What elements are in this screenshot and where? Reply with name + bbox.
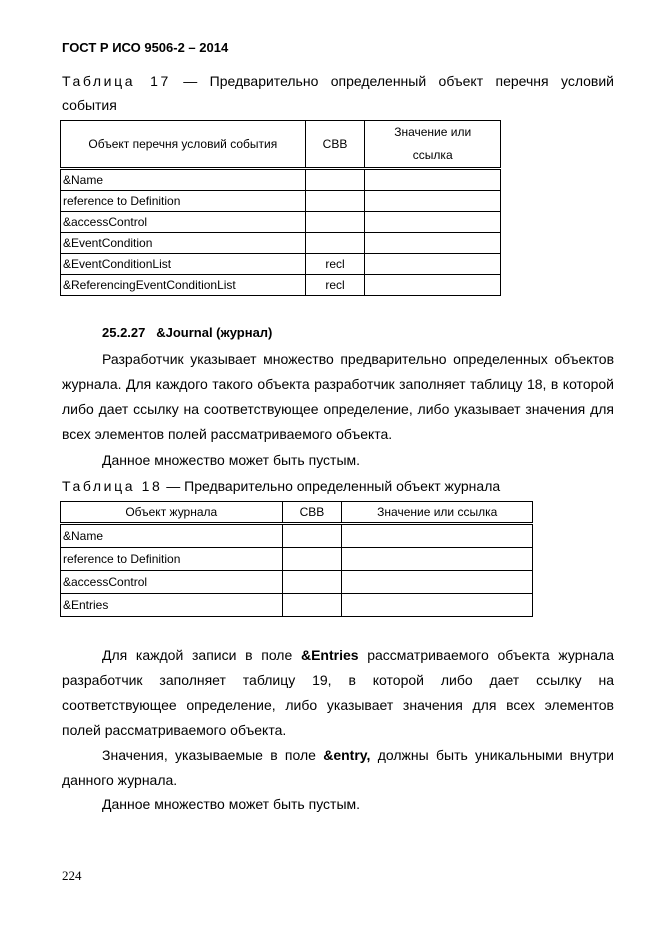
column-header-cvv: СВВ — [305, 121, 365, 169]
section-title: &Journal (журнал) — [156, 325, 273, 340]
table-17-title: Предварительно определенный объект перечня условий — [209, 73, 615, 89]
table-17-label: Таблица 17 — [62, 73, 171, 89]
table-row: &accessControl — [61, 571, 533, 594]
table-row: &Name — [61, 169, 501, 191]
paragraph-empty-set-2: Данное множество может быть пустым. — [102, 796, 361, 812]
table-row: &EventCondition — [61, 233, 501, 254]
paragraph-empty-set: Данное множество может быть пустым. — [102, 452, 361, 468]
section-heading — [102, 325, 272, 340]
table-18-caption — [62, 475, 614, 498]
table-17-caption — [62, 70, 614, 93]
table-row: reference to Definition — [61, 191, 501, 212]
section-number: 25.2.27 — [102, 325, 146, 340]
table-17 — [60, 120, 501, 296]
page-number: 224 — [62, 868, 82, 883]
table-18-title: — Предварительно определенный объект журнала — [162, 478, 501, 494]
paragraph-entries: Для каждой записи в поле &Entries рассматриваемого объекта журнала разработчик заполняет таблицу 19, в которой либо дает ссылку на соответствующее определение, либо указывает значения для всех элементов полей рассматриваемого объекта. — [62, 647, 614, 738]
table-row: &Entries — [61, 594, 533, 617]
paragraph-intro: Разработчик указывает множество предварительно определенных объектов журнала. Для каждого такого объекта разработчик заполняет таблицу 18, в которой либо дает ссылку на соответствующее определение, либо указывает значения для всех элементов полей рассматриваемого объекта. — [62, 351, 614, 442]
field-entries: &Entries — [300, 647, 359, 663]
table-18 — [60, 501, 533, 617]
document-header: ГОСТ Р ИСО 9506-2 – 2014 — [62, 40, 229, 55]
paragraph-entry-unique: Значения, указываемые в поле &entry, должны быть уникальными внутри данного журнала. — [62, 747, 614, 788]
table-row: &EventConditionList recl — [61, 254, 501, 275]
table-18-label: Таблица 18 — [62, 478, 163, 494]
table-17-dash: — — [183, 73, 198, 89]
table-row: &Name — [61, 524, 533, 548]
field-entry: &entry, — [323, 747, 371, 763]
table-17-caption-continued: события — [62, 97, 117, 113]
table-row: &ReferencingEventConditionList recl — [61, 275, 501, 296]
column-header-value: Значение или ссылка — [342, 502, 533, 524]
column-header-value: Значение или ссылка — [365, 121, 501, 169]
table-row: reference to Definition — [61, 548, 533, 571]
table-row: &accessControl — [61, 212, 501, 233]
column-header-object: Объект журнала — [61, 502, 283, 524]
column-header-cvv: СВВ — [282, 502, 342, 524]
column-header-object: Объект перечня условий события — [61, 121, 306, 169]
